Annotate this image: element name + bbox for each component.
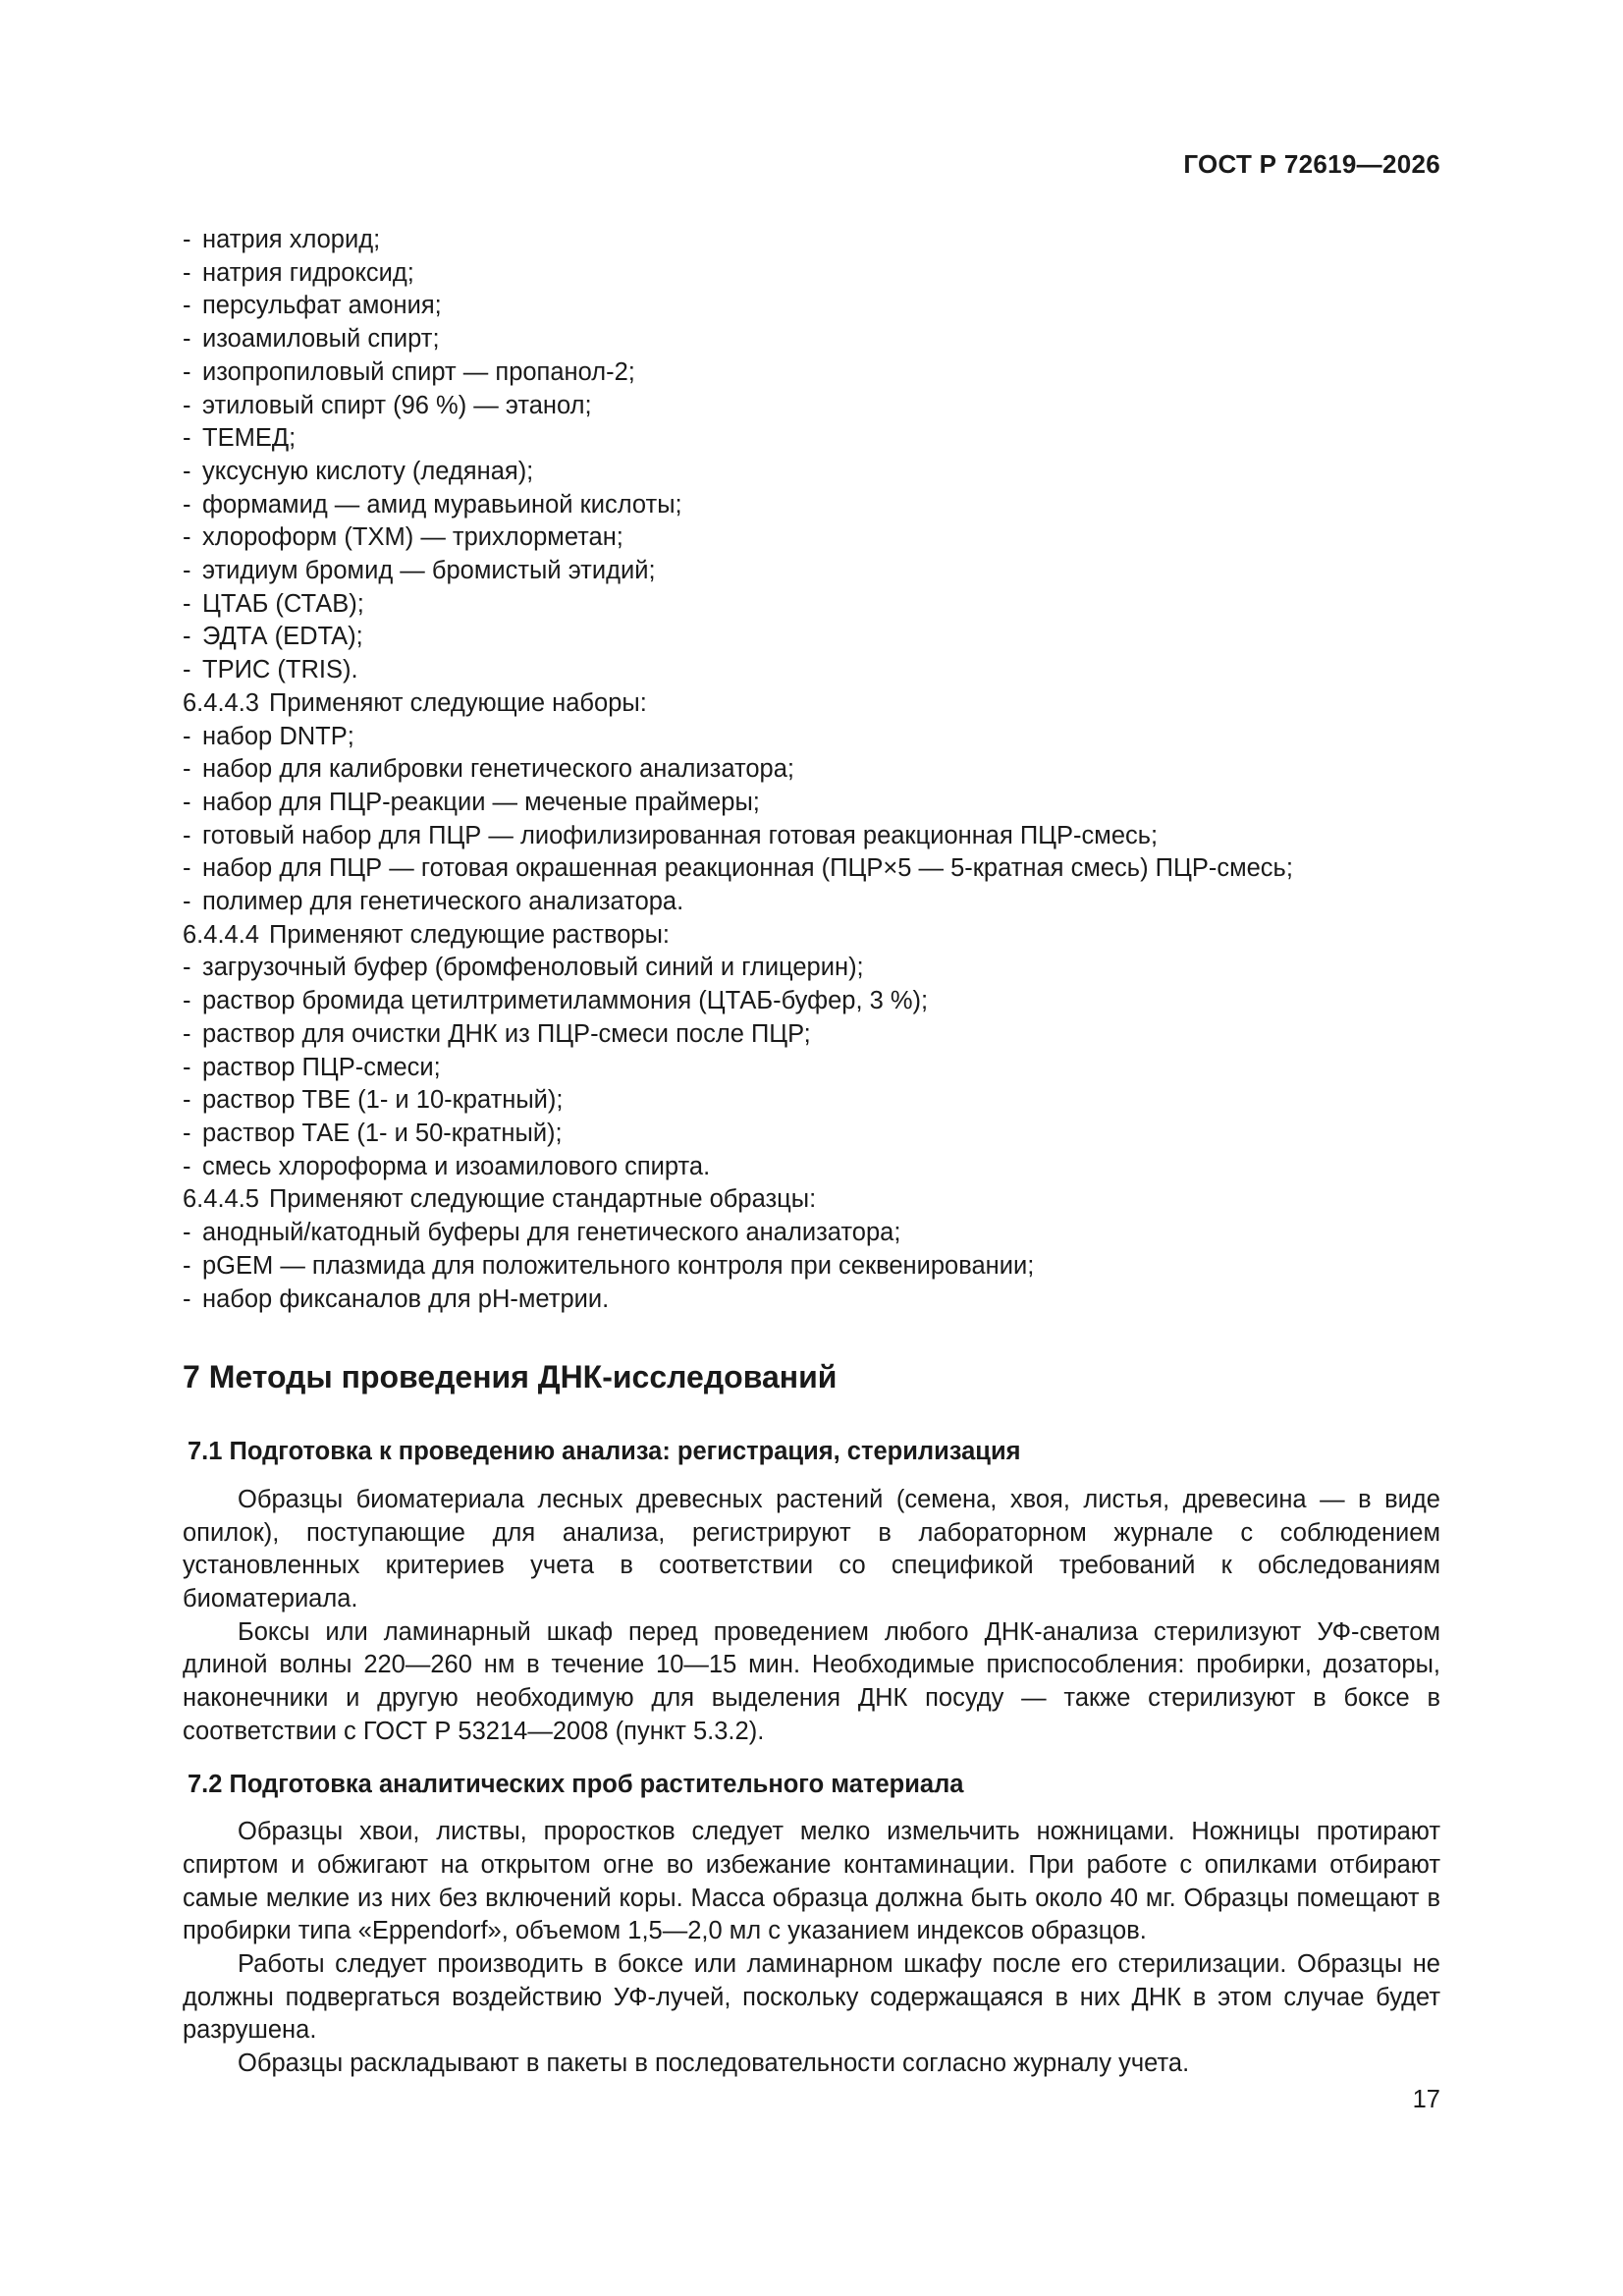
list-item: - ТЕМЕД; bbox=[183, 424, 297, 453]
list-item: - ЭДТА (EDTA); bbox=[183, 623, 363, 651]
list-item: - натрия гидроксид; bbox=[183, 258, 414, 287]
clause-6444: 6.4.4.4 Применяют следующие растворы: bbox=[183, 920, 670, 949]
list-kits bbox=[183, 721, 1440, 919]
clause-6445: 6.4.4.5 Применяют следующие стандартные образцы: bbox=[183, 1185, 817, 1214]
list-item: - персульфат амония; bbox=[183, 292, 442, 320]
list-item: - смесь хлороформа и изоамилового спирта. bbox=[183, 1152, 711, 1180]
paragraph: Боксы или ламинарный шкаф перед проведением любого ДНК-анализа стерилизуют УФ-светом длиной волны 220—260 нм в течение 10—15 мин. Необходимые приспособления: пробирки, дозаторы, наконечники и другую необходимую для выделения ДНК посуду — также стерилизуют в боксе в соответствии с ГОСТ Р 53214—2008 (пункт 5.3.2). bbox=[183, 1617, 1440, 1745]
list-item: - уксусную кислоту (ледяная); bbox=[183, 457, 534, 485]
list-item: - этидиум бромид — бромистый этидий; bbox=[183, 557, 656, 585]
list-item: - раствор ТВЕ (1- и 10-кратный); bbox=[183, 1086, 564, 1115]
list-item: - ТРИС (TRIS). bbox=[183, 656, 358, 684]
list-item: - набор для ПЦР — готовая окрашенная реакционная (ПЦР×5 — 5-кратная смесь) ПЦР-смесь; bbox=[183, 854, 1293, 883]
list-solutions bbox=[183, 952, 1440, 1183]
list-item: - раствор для очистки ДНК из ПЦР-смеси после ПЦР; bbox=[183, 1019, 811, 1048]
list-item: - изопропиловый спирт — пропанол-2; bbox=[183, 357, 635, 386]
list-item: - загрузочный буфер (бромфеноловый синий и глицерин); bbox=[183, 954, 864, 982]
page-content bbox=[183, 224, 1440, 2081]
list-item: - набор фиксаналов для pH-метрии. bbox=[183, 1285, 610, 1313]
list-item: - набор DNTP; bbox=[183, 722, 354, 750]
section-7-heading: 7 Методы проведения ДНК-исследований bbox=[183, 1359, 838, 1395]
list-item: - готовый набор для ПЦР — лиофилизированная готовая реакционная ПЦР-смесь; bbox=[183, 821, 1159, 849]
list-item: - раствор ПЦР-смеси; bbox=[183, 1053, 441, 1081]
list-item: - анодный/катодный буферы для генетического анализатора; bbox=[183, 1219, 901, 1247]
list-item: - ЦТАБ (СТАВ); bbox=[183, 589, 364, 618]
spacer bbox=[183, 1801, 1440, 1816]
list-item: - формамид — амид муравьиной кислоты; bbox=[183, 490, 682, 519]
list-item: - набор для калибровки генетического анализатора; bbox=[183, 755, 795, 784]
clause-6443: 6.4.4.3 Применяют следующие наборы: bbox=[183, 688, 647, 717]
section-7-1-heading: 7.1 Подготовка к проведению анализа: регистрация, стерилизация bbox=[188, 1438, 1021, 1466]
list-item: - натрия хлорид; bbox=[183, 226, 381, 253]
list-item: - хлороформ (ТХМ) — трихлорметан; bbox=[183, 523, 623, 552]
list-item: - раствор бромида цетилтриметиламмония (ЦТАБ-буфер, 3 %); bbox=[183, 987, 929, 1015]
paragraph: Образцы биоматериала лесных древесных растений (семена, хвоя, листья, древесина — в виде опилок), поступающие для анализа, регистрируют в лабораторном журнале с соблюдением установленных критериев учета в соответствии со спецификой требований к обследованиям биоматериала. bbox=[183, 1485, 1440, 1613]
page-number: 17 bbox=[1412, 2086, 1440, 2113]
list-item: - полимер для генетического анализатора. bbox=[183, 888, 684, 916]
list-chemicals bbox=[183, 224, 1440, 687]
list-standards bbox=[183, 1217, 1440, 1316]
list-item: - изоамиловый спирт; bbox=[183, 325, 440, 354]
list-item: - раствор ТАЕ (1- и 50-кратный); bbox=[183, 1119, 563, 1147]
section-7-2-heading: 7.2 Подготовка аналитических проб растительного материала bbox=[188, 1770, 964, 1798]
paragraph: Образцы хвои, листвы, проростков следует мелко измельчить ножницами. Ножницы протирают спиртом и обжигают на открытом огне во избежание контаминации. При работе с опилками отбирают самые мелкие из них без включений коры. Масса образца должна быть около 40 мг. Образцы помещают в пробирки типа «Eppendorf», объемом 1,5—2,0 мл с указанием индексов образцов. bbox=[183, 1818, 1440, 1945]
document-code: ГОСТ Р 72619—2026 bbox=[1183, 149, 1440, 179]
paragraph: Работы следует производить в боксе или ламинарном шкафу после его стерилизации. Образцы не должны подвергаться воздействию УФ-лучей, поскольку содержащаяся в них ДНК в этом случае будет разрушена. bbox=[183, 1950, 1440, 2045]
paragraph: Образцы раскладывают в пакеты в последовательности согласно журналу учета. bbox=[238, 2050, 1190, 2078]
list-item: - набор для ПЦР-реакции — меченые праймеры; bbox=[183, 788, 760, 816]
spacer bbox=[183, 1469, 1440, 1484]
list-item: - pGEM — плазмида для положительного контроля при секвенировании; bbox=[183, 1251, 1035, 1280]
list-item: - этиловый спирт (96 %) — этанол; bbox=[183, 391, 592, 419]
